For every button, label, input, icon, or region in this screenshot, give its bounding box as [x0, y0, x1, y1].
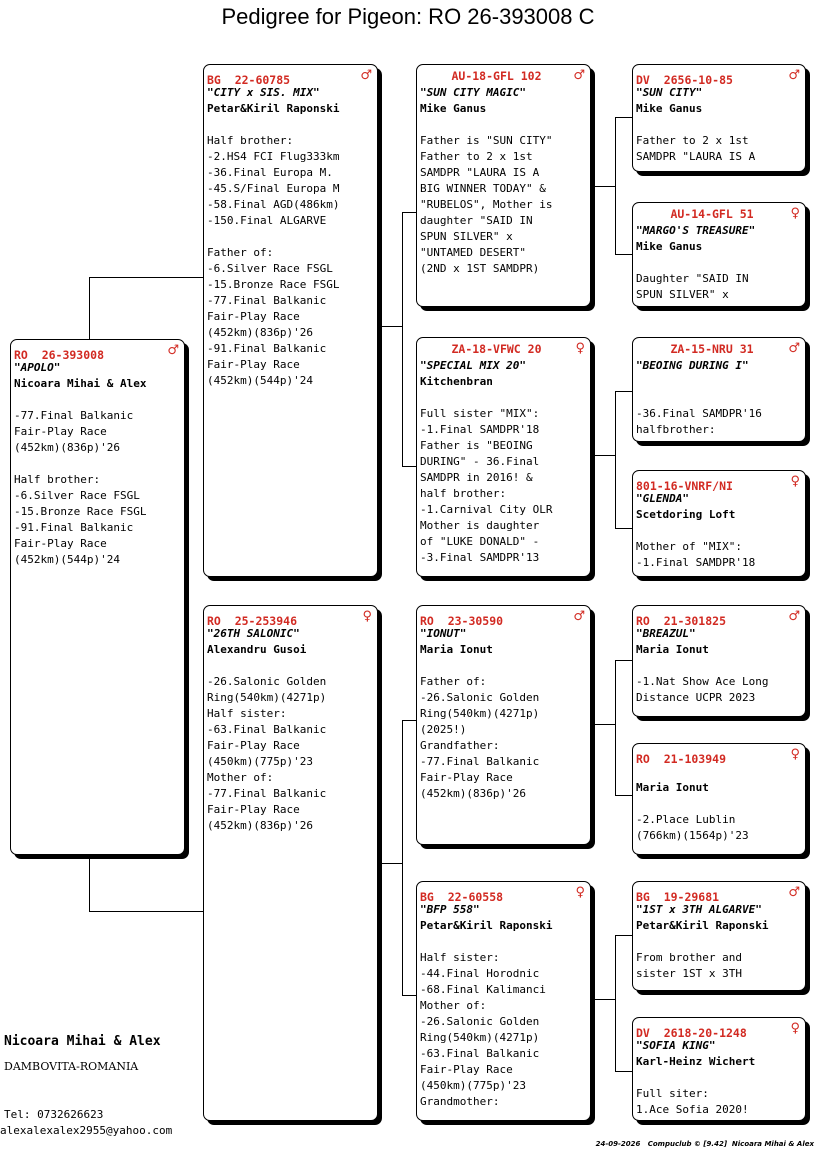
- card-header: [636, 886, 802, 902]
- note-line: Father of:: [420, 675, 487, 688]
- owner-name: Petar&Kiril Raponski: [636, 919, 769, 932]
- ring-number: BG 22-60558: [420, 890, 504, 904]
- note-line: Fair-Play Race: [420, 1063, 513, 1076]
- note-line: -15.Bronze Race FSGL: [14, 505, 147, 518]
- owner-name: Nicoara Mihai & Alex: [14, 377, 147, 390]
- note-line: (450km)(775p)'23: [420, 1079, 526, 1092]
- card-header: [420, 886, 587, 902]
- note-line: "RUBELOS", Mother is: [420, 198, 553, 211]
- connector: [615, 391, 632, 392]
- sex-icon: ♂: [788, 609, 800, 624]
- note-line: -1.Carnival City OLR: [420, 503, 553, 516]
- pigeon-notes: [420, 950, 587, 1110]
- note-line: half brother:: [420, 487, 507, 500]
- note-line: -26.Salonic Golden: [420, 1015, 540, 1028]
- connector: [595, 455, 616, 456]
- dam-sire-sire-card[interactable]: [632, 605, 806, 717]
- pigeon-notes: [207, 133, 374, 389]
- note-line: -44.Final Horodnic: [420, 967, 540, 980]
- note-line: (2025!): [420, 723, 467, 736]
- note-line: Ring(540km)(4271p): [420, 1031, 540, 1044]
- owner-name: Scetdoring Loft: [636, 508, 736, 521]
- pigeon-name: "26TH SALONIC": [207, 627, 300, 640]
- note-line: -36.Final SAMDPR'16: [636, 407, 762, 420]
- ring-number: BG 22-60785: [207, 73, 291, 87]
- card-header: [636, 1022, 802, 1038]
- connector: [402, 995, 416, 996]
- pigeon-notes: [636, 133, 802, 165]
- dam-card[interactable]: [203, 605, 378, 1121]
- connector: [89, 855, 90, 912]
- sire-dam-sire-card[interactable]: [632, 337, 806, 442]
- note-line: -1.Final SAMDPR'18: [636, 556, 756, 569]
- ring-number: ZA-15-NRU 31: [670, 342, 754, 356]
- note-line: -26.Salonic Golden: [420, 691, 540, 704]
- note-line: -77.Final Balkanic: [207, 787, 327, 800]
- note-line: halfbrother:: [636, 423, 716, 436]
- note-line: -91.Final Balkanic: [14, 521, 134, 534]
- ring-number: RO 25-253946: [207, 614, 298, 628]
- connector: [89, 277, 203, 278]
- note-line: Mother of "MIX":: [636, 540, 742, 553]
- owner-name: Mike Ganus: [420, 102, 487, 115]
- pigeon-notes: [420, 674, 587, 802]
- note-line: -1.Nat Show Ace Long: [636, 675, 769, 688]
- note-line: (766km)(1564p)'23: [636, 829, 749, 842]
- card-header: [636, 207, 802, 223]
- note-line: -15.Bronze Race FSGL: [207, 278, 340, 291]
- pigeon-name: "CITY x SIS. MIX": [207, 86, 320, 99]
- software-credit: 24-09-2026 Compuclub © [9.42] Nicoara Mihai & Alex: [595, 1140, 814, 1148]
- note-line: [14, 456, 181, 472]
- note-line: Fair-Play Race: [14, 537, 107, 550]
- note-line: -91.Final Balkanic: [207, 342, 327, 355]
- note-line: SPUN SILVER" x: [636, 288, 729, 301]
- note-line: Full siter:: [636, 1087, 709, 1100]
- note-line: -150.Final ALGARVE: [207, 214, 327, 227]
- note-line: Half sister:: [207, 707, 287, 720]
- note-line: (452km)(836p)'26: [14, 441, 120, 454]
- connector: [402, 720, 416, 721]
- connector: [615, 528, 632, 529]
- connector: [615, 117, 616, 255]
- note-line: -68.Final Kalimanci: [420, 983, 546, 996]
- sire-dam-card[interactable]: [416, 337, 591, 577]
- note-line: -63.Final Balkanic: [207, 723, 327, 736]
- connector: [402, 212, 416, 213]
- connector: [382, 326, 403, 327]
- note-line: Ring(540km)(4271p): [207, 691, 327, 704]
- ring-number: RO 23-30590: [420, 614, 504, 628]
- card-header: [207, 69, 374, 85]
- note-line: -6.Silver Race FSGL: [207, 262, 333, 275]
- note-line: (452km)(544p)'24: [207, 374, 313, 387]
- pigeon-name: "BREAZUL": [636, 627, 696, 640]
- connector: [382, 863, 403, 864]
- note-line: Father of:: [207, 246, 274, 259]
- note-line: Grandfather:: [420, 739, 500, 752]
- connector: [615, 117, 632, 118]
- pigeon-notes: [636, 812, 802, 844]
- card-header: [636, 342, 802, 358]
- sire-sire-sire-card[interactable]: [632, 64, 806, 172]
- dam-sire-dam-card[interactable]: [632, 743, 806, 855]
- page-title: Pedigree for Pigeon: RO 26-393008 C: [221, 4, 595, 29]
- note-line: Mother is daughter: [420, 519, 540, 532]
- ring-number: RO 21-301825: [636, 614, 727, 628]
- connector: [615, 254, 632, 255]
- sex-icon: ♀: [575, 885, 585, 900]
- note-line: (2ND x 1ST SAMDPR): [420, 262, 540, 275]
- note-line: Fair-Play Race: [207, 739, 300, 752]
- sex-icon: ♂: [167, 343, 179, 358]
- note-line: Father to 2 x 1st: [636, 134, 749, 147]
- card-header: [420, 69, 587, 85]
- owner-name: [636, 374, 802, 390]
- connector: [615, 660, 616, 796]
- connector: [402, 466, 416, 467]
- pigeon-name: "GLENDA": [636, 492, 689, 505]
- pigeon-name: [636, 764, 802, 780]
- connector: [615, 935, 616, 1072]
- connector: [615, 391, 616, 529]
- note-line: Half brother:: [207, 134, 294, 147]
- note-line: Half sister:: [420, 951, 500, 964]
- connector: [402, 720, 403, 996]
- owner-name: Maria Ionut: [420, 643, 493, 656]
- note-line: -58.Final AGD(486km): [207, 198, 340, 211]
- sex-icon: ♂: [788, 341, 800, 356]
- ring-number: AU-14-GFL 51: [670, 207, 754, 221]
- connector: [615, 935, 632, 936]
- owner-name: Mike Ganus: [636, 102, 703, 115]
- card-header: [636, 748, 802, 764]
- pigeon-name: "SPECIAL MIX 20": [420, 359, 526, 372]
- note-line: Fair-Play Race: [14, 425, 107, 438]
- owner-name: Alexandru Gusoi: [207, 643, 307, 656]
- sex-icon: ♂: [573, 68, 585, 83]
- dam-dam-sire-card[interactable]: [632, 881, 806, 991]
- note-line: Father is "BEOING: [420, 439, 533, 452]
- note-line: SPUN SILVER" x: [420, 230, 513, 243]
- card-header: [420, 610, 587, 626]
- note-line: Fair-Play Race: [207, 310, 300, 323]
- note-line: (452km)(836p)'26: [207, 819, 313, 832]
- pigeon-name: "SUN CITY MAGIC": [420, 86, 526, 99]
- note-line: -36.Final Europa M.: [207, 166, 333, 179]
- breeder-phone: Tel: 0732626623: [4, 1108, 104, 1121]
- note-line: Mother of:: [207, 771, 274, 784]
- sire-sire-dam-card[interactable]: [632, 202, 806, 307]
- ring-number: RO 26-393008: [14, 348, 105, 362]
- note-line: -77.Final Balkanic: [207, 294, 327, 307]
- note-line: -2.HS4 FCI Flug333km: [207, 150, 340, 163]
- pigeon-name: "MARGO'S TREASURE": [636, 224, 756, 237]
- note-line: Mother of:: [420, 999, 487, 1012]
- note-line: Distance UCPR 2023: [636, 691, 756, 704]
- note-line: sister 1ST x 3TH: [636, 967, 742, 980]
- dam-dam-dam-card[interactable]: [632, 1017, 806, 1121]
- owner-name: Maria Ionut: [636, 643, 709, 656]
- note-line: DURING" - 36.Final: [420, 455, 540, 468]
- pigeon-notes: [636, 271, 802, 303]
- note-line: Fair-Play Race: [420, 771, 513, 784]
- note-line: "UNTAMED DESERT": [420, 246, 526, 259]
- note-line: From brother and: [636, 951, 742, 964]
- connector: [615, 795, 632, 796]
- pigeon-notes: [636, 950, 802, 982]
- note-line: -63.Final Balkanic: [420, 1047, 540, 1060]
- ring-number: ZA-18-VFWC 20: [451, 342, 542, 356]
- sex-icon: ♂: [573, 609, 585, 624]
- connector: [595, 724, 616, 725]
- sire-card[interactable]: [203, 64, 378, 577]
- card-header: [14, 344, 181, 360]
- ring-number: DV 2618-20-1248: [636, 1026, 747, 1040]
- owner-name: Karl-Heinz Wichert: [636, 1055, 756, 1068]
- note-line: SAMDPR "LAURA IS A: [420, 166, 540, 179]
- connector: [615, 1071, 632, 1072]
- pigeon-notes: [636, 674, 802, 706]
- owner-name: Kitchenbran: [420, 375, 493, 388]
- pigeon-notes: [420, 133, 587, 277]
- note-line: Grandmother:: [420, 1095, 500, 1108]
- ring-number: BG 19-29681: [636, 890, 720, 904]
- sex-icon: ♂: [788, 885, 800, 900]
- ring-number: DV 2656-10-85: [636, 73, 733, 87]
- connector: [615, 660, 632, 661]
- breeder-name: Nicoara Mihai & Alex: [4, 1034, 161, 1049]
- note-line: SAMDPR in 2016! &: [420, 471, 533, 484]
- note-line: Fair-Play Race: [207, 358, 300, 371]
- breeder-location: DAMBOVITA-ROMANIA: [4, 1060, 139, 1073]
- note-line: Ring(540km)(4271p): [420, 707, 540, 720]
- sex-icon: ♂: [360, 68, 372, 83]
- pigeon-notes: [636, 406, 802, 438]
- card-header: [207, 610, 374, 626]
- pigeon-name: "SUN CITY": [636, 86, 703, 99]
- note-line: of "LUKE DONALD" -: [420, 535, 540, 548]
- pigeon-notes: [420, 406, 587, 566]
- pigeon-notes: [207, 674, 374, 834]
- note-line: Father is "SUN CITY": [420, 134, 553, 147]
- note-line: Full sister "MIX":: [420, 407, 540, 420]
- note-line: 1.Ace Sofia 2020!: [636, 1103, 749, 1116]
- sex-icon: ♀: [790, 1021, 800, 1036]
- note-line: -3.Final SAMDPR'13: [420, 551, 540, 564]
- connector: [89, 911, 203, 912]
- sire-sire-card[interactable]: [416, 64, 591, 307]
- owner-name: Petar&Kiril Raponski: [420, 919, 553, 932]
- sex-icon: ♀: [575, 341, 585, 356]
- sex-icon: ♂: [788, 68, 800, 83]
- dam-sire-card[interactable]: [416, 605, 591, 845]
- pigeon-name: "BFP 558": [420, 903, 480, 916]
- note-line: (452km)(836p)'26: [420, 787, 526, 800]
- owner-name: Mike Ganus: [636, 240, 703, 253]
- note-line: -6.Silver Race FSGL: [14, 489, 140, 502]
- card-header: [636, 610, 802, 626]
- pigeon-notes: [636, 539, 802, 571]
- card-header: [636, 69, 802, 85]
- note-line: BIG WINNER TODAY" &: [420, 182, 546, 195]
- connector: [595, 999, 616, 1000]
- pigeon-name: "IONUT": [420, 627, 467, 640]
- ring-number: 801-16-VNRF/NI: [636, 479, 733, 493]
- connector: [89, 277, 90, 340]
- ring-number: RO 21-103949: [636, 752, 727, 766]
- owner-name: Petar&Kiril Raponski: [207, 102, 340, 115]
- note-line: (450km)(775p)'23: [207, 755, 313, 768]
- note-line: -45.S/Final Europa M: [207, 182, 340, 195]
- note-line: Father to 2 x 1st: [420, 150, 533, 163]
- note-line: Half brother:: [14, 473, 101, 486]
- pigeon-name: "APOLO": [14, 361, 61, 374]
- connector: [595, 186, 616, 187]
- ring-number: AU-18-GFL 102: [451, 69, 542, 83]
- sex-icon: ♀: [790, 206, 800, 221]
- card-header: [420, 342, 587, 358]
- pigeon-name: "SOFIA KING": [636, 1039, 716, 1052]
- breeder-email[interactable]: alexalexalex2955@yahoo.com: [0, 1124, 173, 1137]
- sex-icon: ♀: [790, 747, 800, 762]
- subject-pigeon-card[interactable]: [10, 339, 185, 855]
- note-line: SAMDPR "LAURA IS A: [636, 150, 756, 163]
- note-line: -1.Final SAMDPR'18: [420, 423, 540, 436]
- sex-icon: ♀: [790, 474, 800, 489]
- pigeon-name: "BEOING DURING I": [636, 359, 749, 372]
- note-line: Fair-Play Race: [207, 803, 300, 816]
- card-header: [636, 475, 802, 491]
- note-line: daughter "SAID IN: [420, 214, 533, 227]
- connector: [402, 212, 403, 467]
- note-line: -26.Salonic Golden: [207, 675, 327, 688]
- note-line: -2.Place Lublin: [636, 813, 736, 826]
- dam-dam-card[interactable]: [416, 881, 591, 1121]
- note-line: Daughter "SAID IN: [636, 272, 749, 285]
- owner-name: Maria Ionut: [636, 781, 709, 794]
- note-line: (452km)(544p)'24: [14, 553, 120, 566]
- pigeon-notes: [636, 1086, 802, 1118]
- note-line: [207, 229, 374, 245]
- sex-icon: ♀: [362, 609, 372, 624]
- pigeon-notes: [14, 408, 181, 568]
- pigeon-name: "1ST x 3TH ALGARVE": [636, 903, 762, 916]
- note-line: -77.Final Balkanic: [14, 409, 134, 422]
- note-line: -77.Final Balkanic: [420, 755, 540, 768]
- note-line: (452km)(836p)'26: [207, 326, 313, 339]
- sire-dam-dam-card[interactable]: [632, 470, 806, 577]
